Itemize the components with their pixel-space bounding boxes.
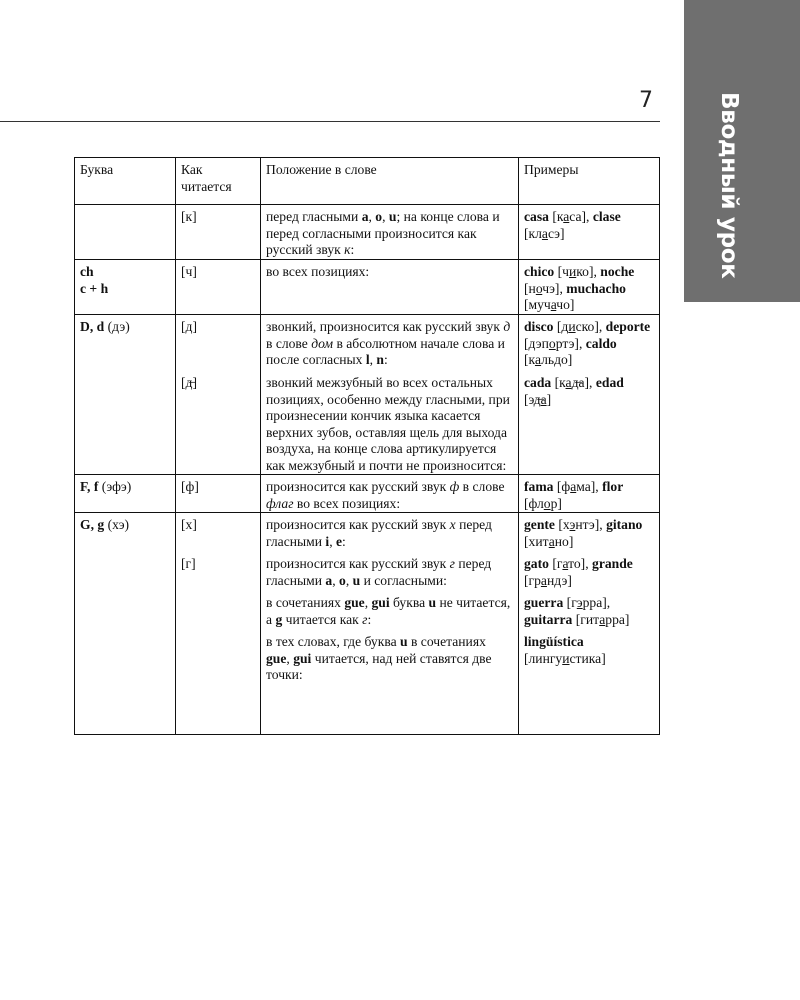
stressed-vowel: а [541,225,548,241]
table-row [75,260,660,315]
position-cell [261,475,519,513]
italic-text: х [449,517,456,532]
examples-cell [519,315,660,475]
position-block: во всех позициях: [266,264,370,279]
bold-text: g [275,611,283,627]
bold-text: casa [524,209,549,224]
stressed-vowel: о [543,495,551,511]
stressed-vowel: и [568,319,576,334]
position-block: произносится как русский звук х перед гласными i, e: [266,517,492,549]
bold-text: disco [524,319,554,334]
italic-text: ф [449,479,460,494]
italic-text: д [503,319,511,334]
reading-block: [х] [181,517,197,532]
stressed-vowel: а [548,533,555,549]
letter-cell [75,260,176,315]
bold-text: gato [524,556,549,571]
reading-block: [ф] [181,479,199,494]
bold-text: gente [524,517,555,532]
bold-text: gui [293,650,312,666]
stressed-vowel: а [550,297,557,312]
stressed-vowel: и [562,650,570,666]
bold-text: cada [524,375,552,390]
position-cell [261,205,519,260]
bold-text: G, g [80,517,105,532]
stressed-vowel: а [534,352,542,367]
bold-text: edad [595,375,624,390]
bold-text: ch [80,264,94,279]
alphabet-table [74,157,660,735]
table-row [75,475,660,513]
bold-text: a [361,209,369,224]
stressed-vowel: о [548,335,556,351]
bold-text: o [375,209,383,224]
position-cell [261,513,519,735]
bold-text: guitarra [524,611,573,627]
examples-block: gato [гато], grande [грандэ] [524,556,633,588]
letter-cell: F, f (эфэ) [75,475,176,513]
bold-text: deporte [605,319,651,334]
stressed-vowel: а [570,479,577,494]
bold-text: u [352,572,361,588]
position-block: в сочетаниях gue, gui буква u не читается, а g читается как г: [266,595,511,627]
position-cell [261,260,519,315]
stressed-vowel: о [535,280,543,296]
bold-text: D, d [80,319,105,334]
bold-text: clase [592,209,621,224]
bold-text: u [388,209,397,224]
header-rule [0,121,660,122]
bold-text: gue [344,595,365,610]
reading-block: [г] [181,556,196,571]
section-tab-label: Вводный урок [716,92,742,279]
examples-block: fama [фама], flor [флор] [524,479,624,511]
table-row [75,205,660,260]
examples-cell [519,260,660,315]
bold-text: noche [600,264,635,279]
bold-text: gitano [606,517,643,532]
section-tab [684,0,800,302]
bold-text: c + h [80,280,109,296]
bold-text: muchacho [566,280,626,296]
header-cell: Как читается [176,158,261,205]
position-block: произносится как русский звук г перед гласными a, o, u и согласными: [266,556,492,588]
stressed-vowel: э [569,517,576,532]
letter-cell: D, d (дэ) [75,315,176,475]
stressed-vowel: а [562,556,569,571]
position-block: перед гласными a, o, u; на конце слова и перед согласными произносится как русский звук к: [266,209,500,257]
examples-block: chico [чико], noche [ночэ], muchacho [мучачо] [524,264,635,312]
bold-text: e [336,533,343,549]
letter-cell [75,205,176,260]
reading-block [181,634,255,684]
reading-block: [к] [181,209,197,224]
stressed-vowel: а [540,572,547,588]
examples-cell [519,475,660,513]
bold-text: fama [524,479,554,494]
examples-block: gente [хэнтэ], gitano [хитано] [524,517,643,549]
bold-text: i [325,533,330,549]
bold-text: chico [524,264,555,279]
bold-text: flor [602,479,624,494]
stressed-vowel: а [599,611,606,627]
header-cell: Примеры [519,158,660,205]
header-cell: Положение в слове [261,158,519,205]
position-block: произносится как русский звук ф в слове флаг во всех позициях: [266,479,505,511]
bold-text: gui [371,595,390,610]
bold-text: gue [266,650,287,666]
table-header-row [75,158,660,205]
bold-text: lingüística [524,634,584,649]
reading-cell [176,513,261,735]
page-number: 7 [639,88,653,113]
header-cell: Буква [75,158,176,205]
bold-text: o [339,572,346,588]
stressed-vowel: и [568,264,577,279]
reading-block: [ч] [181,264,197,279]
reading-cell [176,315,261,475]
examples-cell [519,205,660,260]
position-block: звонкий, произносится как русский звук д в слове дом в абсолютном начале слова и после согласных l, n: [266,319,511,367]
position-block: в тех словах, где буква u в сочетаниях gue, gui читается, над ней ставятся две точки: [266,634,492,682]
italic-text: г [449,556,455,571]
bold-text: grande [592,556,633,571]
bold-text: F, f [80,479,99,494]
stressed-vowel: э [576,595,583,610]
italic-text: г [362,611,368,627]
italic-text: дом [311,335,334,351]
examples-block: casa [каса], clase [класэ] [524,209,621,241]
position-cell [261,315,519,475]
examples-block: lingüística [лингуистика] [524,634,606,666]
bold-text: u [428,595,437,610]
reading-block [181,595,255,628]
stressed-vowel: а [565,375,572,390]
reading-cell [176,205,261,260]
reading-block: [д̶] [181,375,197,390]
bold-text: n [376,352,384,367]
bold-text: guerra [524,595,564,610]
italic-text: флаг [266,495,294,511]
reading-cell [176,475,261,513]
examples-block: disco [диско], deporte [дэпортэ], caldo [кальдо] [524,319,651,367]
table-row [75,315,660,475]
bold-text: u [400,634,408,649]
table-row [75,513,660,735]
examples-block: cada [кад̶а], edad [эд̶а] [524,375,624,407]
position-block: звонкий межзубный во всех остальных позициях, особенно между гласными, при произнесении кончик языка касается верхних зубов, оставляя щель для выхода воздуха, на конце слова артикулируется как межзубный и почти не произносится: [266,375,510,473]
bold-text: l [365,352,370,367]
reading-block: [д] [181,319,197,334]
bold-text: caldo [585,335,617,351]
italic-text: к [344,242,351,257]
reading-cell [176,260,261,315]
stressed-vowel: а [563,209,570,224]
bold-text: a [325,572,333,588]
examples-cell [519,513,660,735]
letter-cell: G, g (хэ) [75,513,176,735]
stressed-vowel: а [540,391,547,407]
examples-block: guerra [гэрра], guitarra [гитарра] [524,595,630,627]
